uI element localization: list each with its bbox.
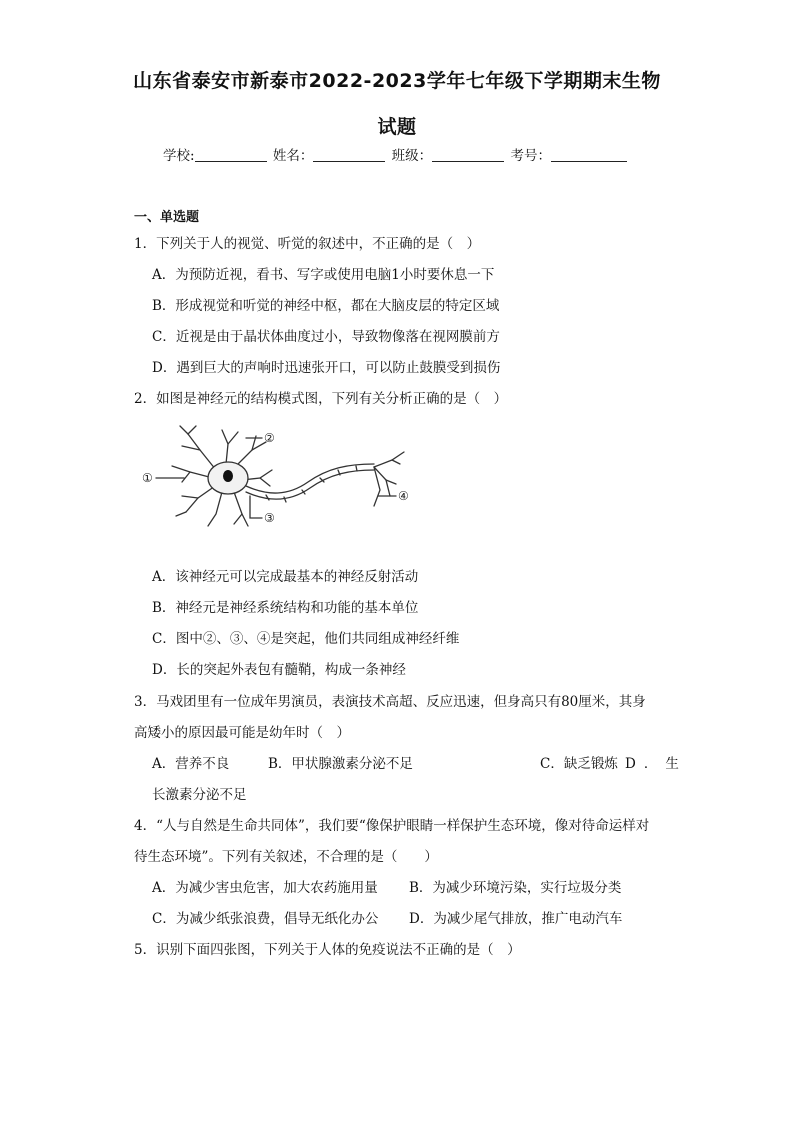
question-4-option-b[interactable]: B．为减少环境污染，实行垃圾分类 (409, 880, 622, 896)
question-2-option-d[interactable]: D．长的突起外表包有髓鞘，构成一条神经 (152, 662, 406, 678)
question-5-stem: 5．识别下面四张图，下列关于人体的免疫说法不正确的是（ ） (134, 942, 521, 958)
question-2-stem: 2．如图是神经元的结构模式图，下列有关分析正确的是（ ） (134, 391, 508, 407)
question-2-option-b[interactable]: B．神经元是神经系统结构和功能的基本单位 (152, 600, 419, 616)
section-heading: 一、单选题 (134, 210, 200, 225)
question-1-option-d[interactable]: D．遇到巨大的声响时迅速张开口，可以防止鼓膜受到损伤 (152, 360, 501, 376)
question-4-option-c[interactable]: C．为减少纸张浪费，倡导无纸化办公 (152, 911, 379, 927)
page-title: 山东省泰安市新泰市2022-2023学年七年级下学期期末生物 (133, 70, 661, 92)
question-3-option-c[interactable]: C．缺乏锻炼 (540, 756, 618, 772)
school-blank[interactable] (195, 147, 267, 162)
question-2-option-a[interactable]: A．该神经元可以完成最基本的神经反射活动 (152, 569, 419, 585)
id-blank[interactable] (551, 147, 627, 162)
question-3-option-d-continued[interactable]: 长激素分泌不足 (152, 787, 247, 803)
question-3-stem: 3．马戏团里有一位成年男演员，表演技术高超、反应迅速，但身高只有80厘米，其身 (134, 694, 646, 710)
question-1-stem: 1．下列关于人的视觉、听觉的叙述中，不正确的是（ ） (134, 236, 481, 252)
id-label: 考号： (510, 148, 551, 164)
question-2-option-c[interactable]: C．图中②、③、④是突起，他们共同组成神经纤维 (152, 631, 460, 647)
question-4-option-a[interactable]: A．为减少害虫危害，加大农药施用量 (152, 880, 378, 896)
class-label: 班级： (391, 148, 433, 164)
question-4-stem-continued: 待生态环境”。下列有关叙述，不合理的是（ ） (134, 849, 438, 865)
name-label: 姓名： (272, 148, 314, 164)
question-1-option-b[interactable]: B．形成视觉和听觉的神经中枢，都在大脑皮层的特定区域 (152, 298, 500, 314)
class-blank[interactable] (432, 147, 504, 162)
question-1-option-a[interactable]: A．为预防近视，看书、写字或使用电脑1小时要休息一下 (152, 267, 495, 283)
question-3-option-d[interactable]: D．生 (625, 756, 687, 772)
question-3-option-b[interactable]: B．甲状腺激素分泌不足 (268, 756, 413, 772)
name-blank[interactable] (313, 147, 385, 162)
question-3-option-a[interactable]: A．营养不良 (152, 756, 230, 772)
figure-label-3: ③ (264, 511, 275, 525)
figure-label-2: ② (264, 431, 275, 445)
student-info-row (163, 144, 723, 164)
question-1-option-c[interactable]: C．近视是由于晶状体曲度过小，导致物像落在视网膜前方 (152, 329, 500, 345)
question-4-stem: 4．“人与自然是生命共同体”，我们要“像保护眼睛一样保护生态环境，像对待命运样对 (134, 818, 650, 834)
neuron-diagram (138, 420, 418, 550)
question-3-stem-continued: 高矮小的原因最可能是幼年时（ ） (134, 725, 350, 741)
figure-label-1: ① (142, 471, 153, 485)
question-4-option-d[interactable]: D．为减少尾气排放，推广电动汽车 (409, 911, 623, 927)
figure-label-4: ④ (398, 489, 409, 503)
page-title-continued: 试题 (377, 116, 417, 138)
school-label: 学校: (163, 148, 195, 164)
